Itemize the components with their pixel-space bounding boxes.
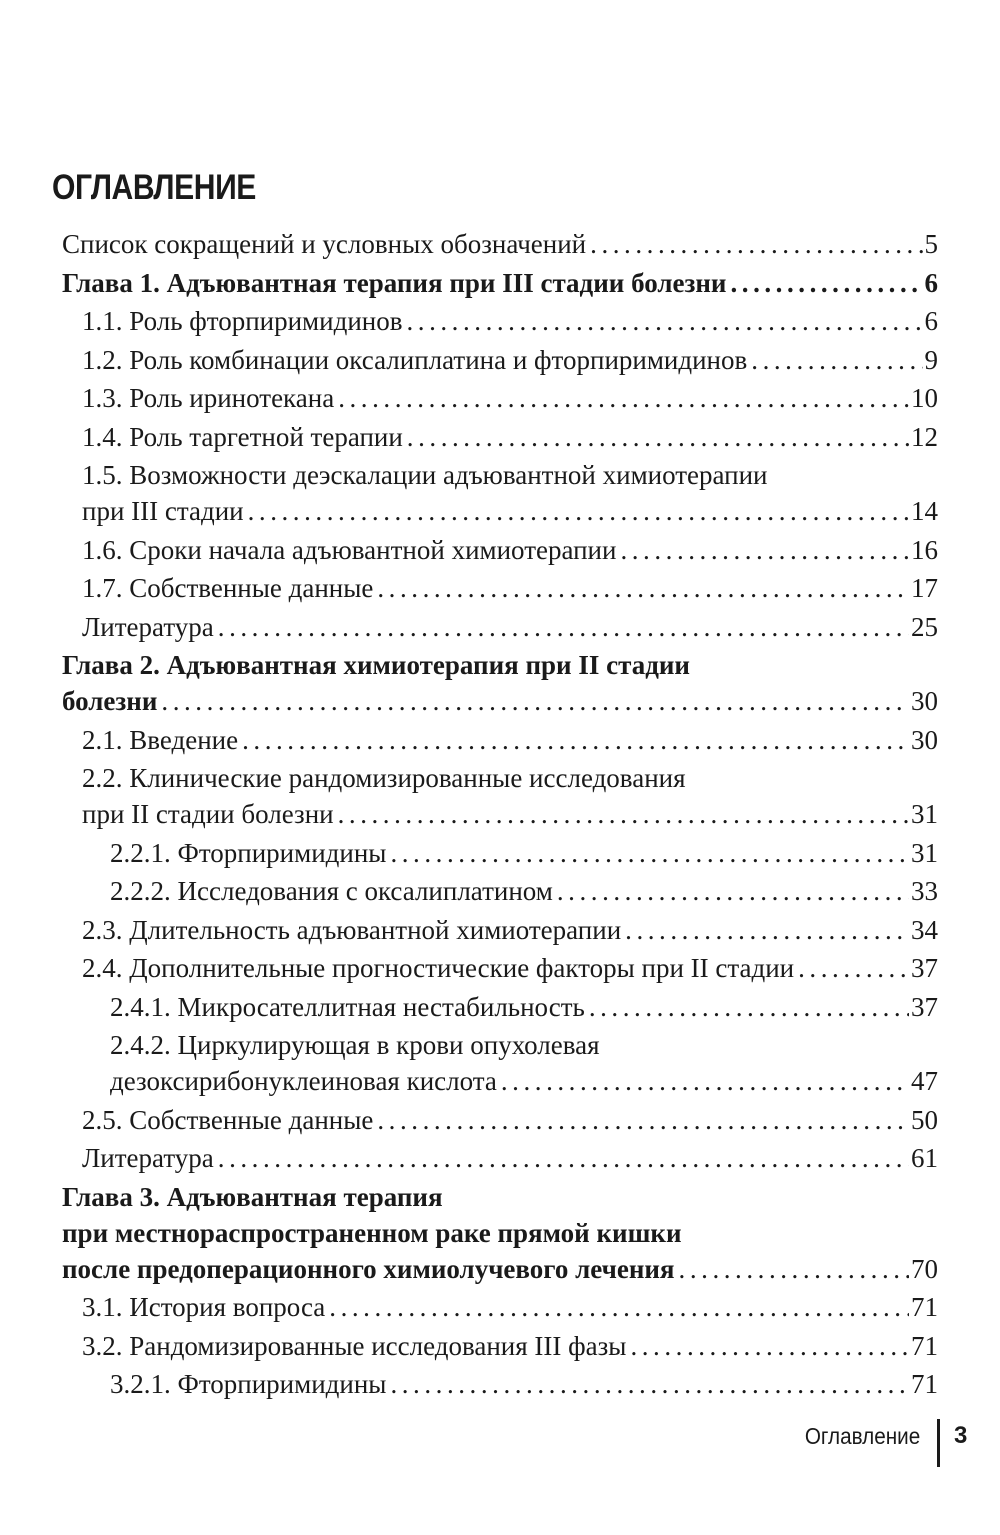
toc-entry-title: 1.1. Роль фторпиримидинов — [82, 306, 403, 336]
toc-page-number: 10 — [911, 383, 938, 413]
toc-page-number: 70 — [911, 1253, 938, 1284]
toc-entry[interactable] — [0, 989, 1000, 1025]
toc-page-number: 6 — [924, 267, 938, 298]
toc-entry-title-line: при местнораспространенном раке прямой кишки — [62, 1217, 682, 1248]
dot-leader — [557, 873, 909, 909]
dot-leader — [679, 1251, 909, 1287]
dot-leader — [248, 493, 909, 529]
running-footer-label: Оглавление — [804, 1423, 920, 1449]
dot-leader — [501, 1063, 909, 1099]
toc-entry-title: 2.2.2. Исследования с оксалиплатином — [110, 876, 553, 906]
dot-leader — [338, 796, 909, 832]
toc-entry-title-line: 2.2. Клинические рандомизированные исследования — [82, 763, 686, 793]
toc-chapter-entry[interactable] — [0, 265, 1000, 301]
toc-page-number: 71 — [911, 1369, 938, 1399]
toc-entry[interactable] — [0, 457, 1000, 529]
dot-leader — [620, 532, 909, 568]
toc-entry[interactable] — [0, 342, 1000, 378]
toc-page-number: 12 — [911, 421, 938, 452]
toc-entry-title-line: при II стадии болезни — [82, 799, 334, 829]
toc-page-number: 6 — [924, 306, 938, 336]
toc-page-number: 16 — [911, 534, 938, 565]
toc-entry-title: 2.4. Дополнительные прогностические факторы при II стадии — [82, 953, 795, 983]
dot-leader — [589, 989, 909, 1025]
toc-entry[interactable] — [0, 1366, 1000, 1402]
dot-leader — [390, 835, 909, 871]
dot-leader — [630, 1328, 909, 1364]
footer-divider — [937, 1419, 940, 1467]
toc-entry-title: 2.2.1. Фторпиримидины — [110, 837, 387, 868]
toc-entry[interactable] — [0, 1289, 1000, 1325]
toc-entry-title: Список сокращений и условных обозначений — [62, 229, 587, 259]
toc-entry-title: 1.7. Собственные данные — [82, 573, 374, 603]
toc-entry-title: 3.2. Рандомизированные исследования III фазы — [82, 1330, 627, 1361]
dot-leader — [730, 265, 922, 301]
toc-page-number: 71 — [911, 1292, 938, 1322]
toc-page-number: 30 — [911, 686, 938, 716]
toc-page-number: 34 — [911, 914, 938, 945]
toc-page-number: 71 — [911, 1330, 938, 1361]
toc-entry[interactable] — [0, 760, 1000, 832]
toc-entry[interactable] — [0, 722, 1000, 758]
toc-page-number: 31 — [911, 799, 938, 829]
folio-page-number: 3 — [954, 1422, 968, 1449]
toc-page-number: 37 — [911, 953, 938, 983]
dot-leader — [390, 1366, 909, 1402]
dot-leader — [329, 1289, 909, 1325]
toc-entry-title: 2.3. Длительность адъювантной химиотерапии — [82, 914, 622, 945]
dot-leader — [407, 419, 909, 455]
toc-entry-title-line: после предоперационного химиолучевого лечения — [62, 1253, 675, 1284]
toc-entry-title: 3.2.1. Фторпиримидины — [110, 1369, 387, 1399]
toc-page-number: 5 — [924, 229, 938, 259]
toc-entry-title: 1.3. Роль иринотекана — [82, 383, 335, 413]
dot-leader — [798, 950, 909, 986]
dot-leader — [218, 609, 909, 645]
toc-entry[interactable] — [0, 419, 1000, 455]
toc-page-number: 31 — [911, 837, 938, 868]
toc-entry-title-line: 2.4.2. Циркулирующая в крови опухолевая — [110, 1030, 600, 1060]
toc-entry-title: 1.6. Сроки начала адъювантной химиотерапии — [82, 534, 617, 565]
toc-entry[interactable] — [0, 873, 1000, 909]
toc-chapter-entry[interactable] — [0, 1179, 1000, 1287]
dot-leader — [242, 722, 909, 758]
dot-leader — [751, 342, 922, 378]
toc-entry-title: Литература — [82, 1143, 214, 1173]
page-footer — [0, 1419, 1000, 1459]
toc-entry-title-line: дезоксирибонуклеиновая кислота — [110, 1066, 497, 1096]
toc-page-number: 17 — [911, 573, 938, 603]
toc-entry-title-line: 1.5. Возможности деэскалации адъювантной химиотерапии — [82, 460, 768, 490]
toc-entry[interactable] — [0, 380, 1000, 416]
toc-entry-title: 2.5. Собственные данные — [82, 1104, 374, 1135]
toc-page-number: 25 — [911, 611, 938, 642]
toc-entry[interactable] — [0, 835, 1000, 871]
toc-entry[interactable] — [0, 532, 1000, 568]
toc-entry[interactable] — [0, 303, 1000, 339]
toc-entry-title: Литература — [82, 611, 214, 642]
toc-entry-title: 2.4.1. Микросателлитная нестабильность — [110, 991, 585, 1022]
toc-entry-title-line: болезни — [62, 686, 158, 716]
toc-entry[interactable] — [0, 1328, 1000, 1364]
toc-entry[interactable] — [0, 912, 1000, 948]
toc-chapter-entry[interactable] — [0, 647, 1000, 719]
dot-leader — [406, 303, 922, 339]
toc-entry[interactable] — [0, 1102, 1000, 1138]
toc-entry[interactable] — [0, 609, 1000, 645]
toc-entry[interactable] — [0, 1140, 1000, 1176]
toc-entry[interactable] — [0, 570, 1000, 606]
toc-page-number: 33 — [911, 876, 938, 906]
dot-leader — [218, 1140, 909, 1176]
toc-entry-title: 1.4. Роль таргетной терапии — [82, 421, 403, 452]
dot-leader — [377, 570, 909, 606]
dot-leader — [590, 226, 922, 262]
toc-page-number: 14 — [911, 496, 938, 526]
toc-entry[interactable] — [0, 1027, 1000, 1099]
table-of-contents — [0, 226, 1000, 1405]
dot-leader — [161, 683, 909, 719]
toc-page-number: 9 — [924, 344, 938, 375]
toc-entry-title: 1.2. Роль комбинации оксалиплатина и фторпиримидинов — [82, 344, 748, 375]
toc-page-number: 61 — [911, 1143, 938, 1173]
toc-entry[interactable] — [0, 950, 1000, 986]
toc-entry-title: 3.1. История вопроса — [82, 1292, 326, 1322]
toc-page-number: 30 — [911, 724, 938, 755]
dot-leader — [338, 380, 909, 416]
toc-page-number: 50 — [911, 1104, 938, 1135]
toc-entry-title: 2.1. Введение — [82, 724, 239, 755]
toc-entry-title-line: Глава 2. Адъювантная химиотерапия при II стадии — [62, 650, 690, 680]
toc-entry-title-line: при III стадии — [82, 496, 244, 526]
toc-entry[interactable] — [0, 226, 1000, 262]
toc-page-number: 37 — [911, 991, 938, 1022]
page-title: ОГЛАВЛЕНИЕ — [52, 168, 256, 207]
toc-page-number: 47 — [911, 1066, 938, 1096]
dot-leader — [625, 912, 909, 948]
toc-entry-title: Глава 1. Адъювантная терапия при III стадии болезни — [62, 267, 727, 298]
toc-entry-title-line: Глава 3. Адъювантная терапия — [62, 1181, 443, 1212]
dot-leader — [377, 1102, 909, 1138]
